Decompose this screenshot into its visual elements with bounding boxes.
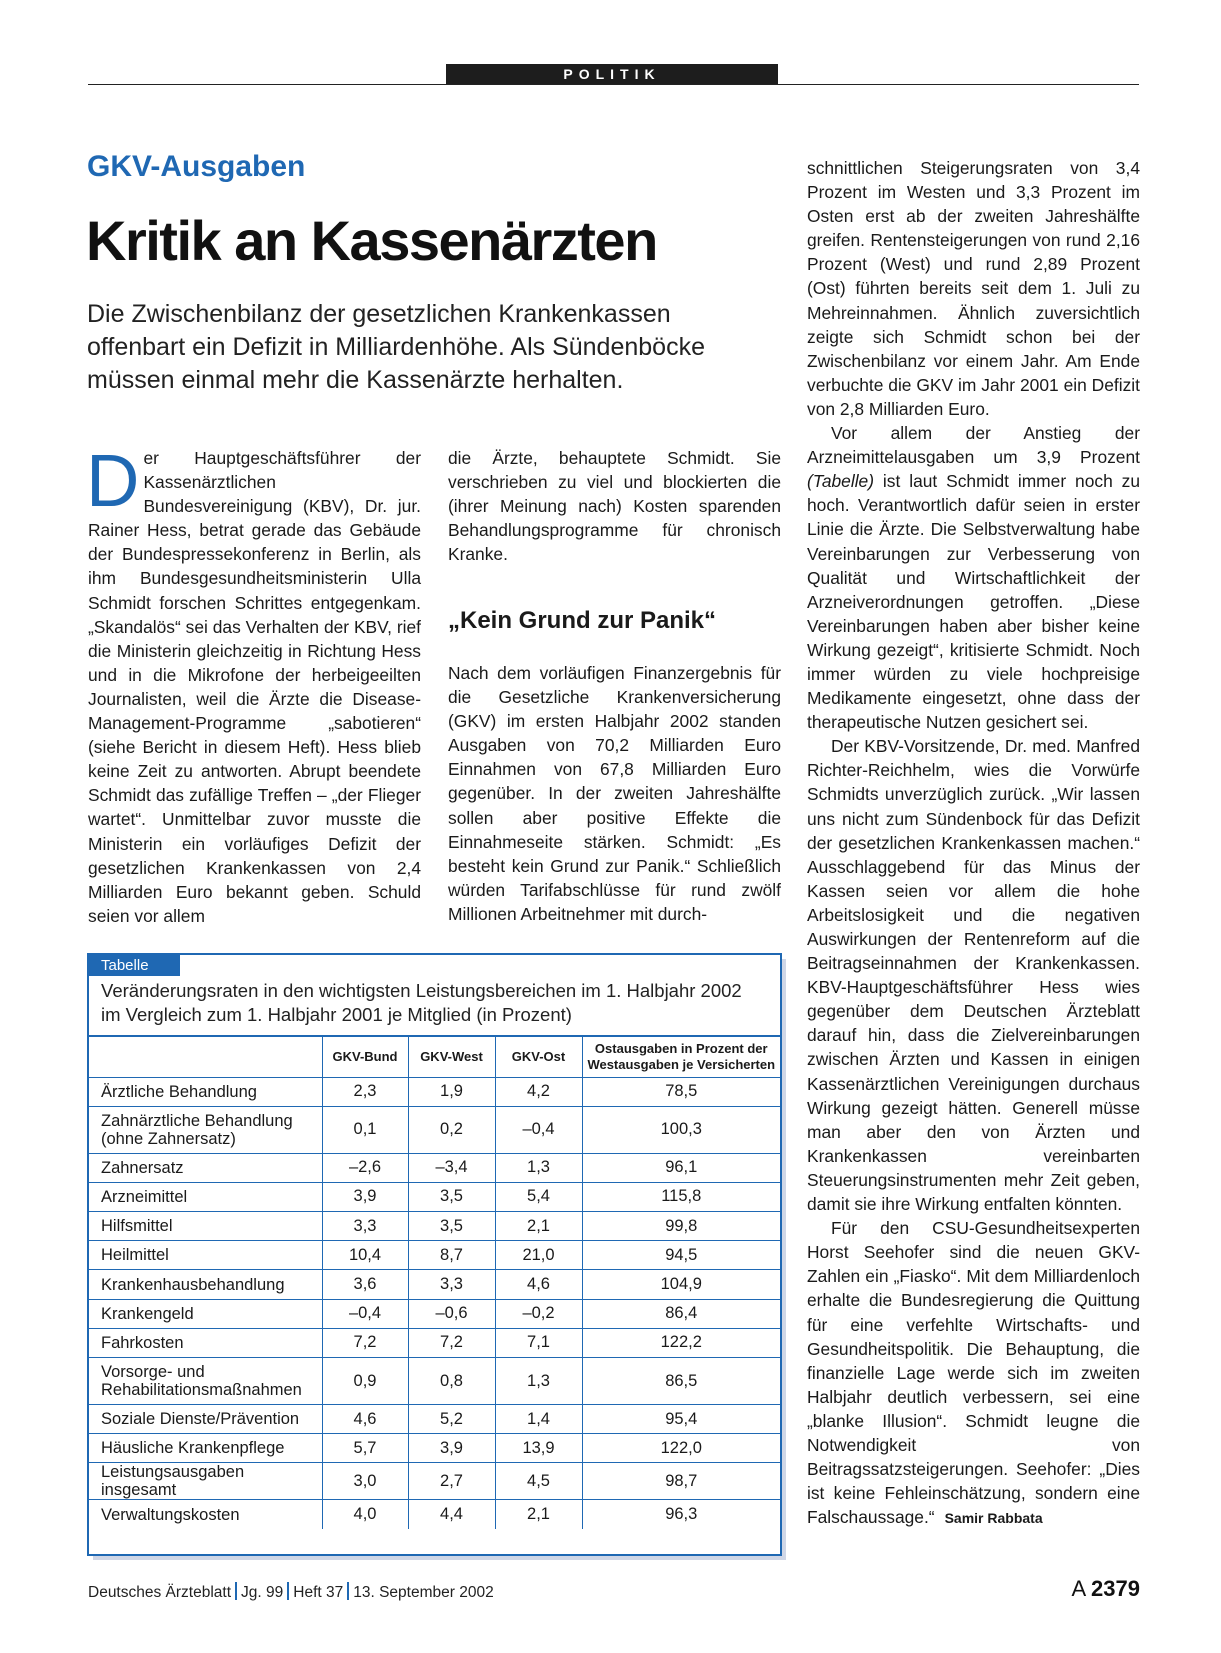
table-cell: 7,1 bbox=[495, 1328, 582, 1357]
body-column-3 bbox=[807, 156, 1140, 1530]
table-cell: 3,5 bbox=[408, 1182, 495, 1211]
table-cell: 8,7 bbox=[408, 1241, 495, 1270]
table-cell: 3,0 bbox=[322, 1463, 408, 1500]
table-cell: 122,0 bbox=[582, 1434, 780, 1463]
table-cell: –0,6 bbox=[408, 1299, 495, 1328]
table-cell: 2,1 bbox=[495, 1212, 582, 1241]
table-cell: 2,7 bbox=[408, 1463, 495, 1500]
table-cell: 2,1 bbox=[495, 1500, 582, 1529]
table-header: GKV-Ost bbox=[495, 1036, 582, 1077]
table-header: Ostausgaben in Prozent der Westausgaben je Versicherten bbox=[582, 1036, 780, 1077]
table-cell: –0,2 bbox=[495, 1299, 582, 1328]
body-column-2-top bbox=[448, 446, 781, 566]
table-cell: 4,5 bbox=[495, 1463, 582, 1500]
row-label: Verwaltungskosten bbox=[89, 1500, 322, 1529]
row-label: Soziale Dienste/Prävention bbox=[89, 1405, 322, 1434]
table-cell: 78,5 bbox=[582, 1077, 780, 1106]
table-cell: 0,8 bbox=[408, 1358, 495, 1405]
table-cell: 4,4 bbox=[408, 1500, 495, 1529]
table-cell: 4,2 bbox=[495, 1077, 582, 1106]
footer bbox=[88, 1582, 494, 1602]
row-label: Vorsorge- und Rehabilitationsmaßnahmen bbox=[89, 1358, 322, 1405]
table-cell: 86,4 bbox=[582, 1299, 780, 1328]
table-cell: 3,6 bbox=[322, 1270, 408, 1299]
table-cell: 4,0 bbox=[322, 1500, 408, 1529]
table-row bbox=[89, 1077, 780, 1106]
table-cell: 100,3 bbox=[582, 1106, 780, 1153]
table-row bbox=[89, 1212, 780, 1241]
row-label: Hilfsmittel bbox=[89, 1212, 322, 1241]
table-cell: 94,5 bbox=[582, 1241, 780, 1270]
table-row bbox=[89, 1434, 780, 1463]
table-tag: Tabelle bbox=[89, 955, 180, 976]
body-paragraph bbox=[807, 421, 1140, 734]
row-label: Krankengeld bbox=[89, 1299, 322, 1328]
table-cell: 5,4 bbox=[495, 1182, 582, 1211]
table-row bbox=[89, 1463, 780, 1500]
header-rule bbox=[88, 84, 1139, 85]
data-table bbox=[89, 1035, 780, 1529]
lead-paragraph: Die Zwischenbilanz der gesetzlichen Krankenkassen offenbart ein Defizit in Milliardenhöhe. Als Sündenböcke müssen einmal mehr die Kassenärzte herhalten. bbox=[87, 300, 705, 394]
table-cell: 21,0 bbox=[495, 1241, 582, 1270]
volume: Jg. 99 bbox=[241, 1584, 284, 1601]
table-cell: 3,3 bbox=[322, 1212, 408, 1241]
table-cell: 115,8 bbox=[582, 1182, 780, 1211]
table-cell: –0,4 bbox=[495, 1106, 582, 1153]
table-cell: 3,9 bbox=[322, 1182, 408, 1211]
table-cell: 1,3 bbox=[495, 1358, 582, 1405]
table-cell: 0,9 bbox=[322, 1358, 408, 1405]
row-label: Zahnärztliche Behandlung (ohne Zahnersatz) bbox=[89, 1106, 322, 1153]
table-cell: 7,2 bbox=[408, 1328, 495, 1357]
author-name: Samir Rabbata bbox=[944, 1510, 1043, 1527]
page-prefix: A bbox=[1071, 1576, 1085, 1601]
table-cell: –0,4 bbox=[322, 1299, 408, 1328]
table-caption: Veränderungsraten in den wichtigsten Leistungsbereichen im 1. Halbjahr 2002 im Vergleich zum 1. Halbjahr 2001 je Mitglied (in Prozent) bbox=[101, 980, 742, 1025]
table-cell: 0,1 bbox=[322, 1106, 408, 1153]
row-label: Heilmittel bbox=[89, 1241, 322, 1270]
table-row bbox=[89, 1358, 780, 1405]
table-header: GKV-Bund bbox=[322, 1036, 408, 1077]
body-column-2-bottom bbox=[448, 661, 781, 926]
journal-name: Deutsches Ärzteblatt bbox=[88, 1584, 232, 1601]
headline: Kritik an Kassenärzten bbox=[86, 209, 657, 272]
page-number-value: 2379 bbox=[1091, 1576, 1140, 1601]
table-cell: 5,2 bbox=[408, 1405, 495, 1434]
data-table-box bbox=[87, 953, 782, 1556]
table-cell: 99,8 bbox=[582, 1212, 780, 1241]
table-header-empty bbox=[89, 1036, 322, 1077]
table-cell: 3,9 bbox=[408, 1434, 495, 1463]
table-cell: 0,2 bbox=[408, 1106, 495, 1153]
table-row bbox=[89, 1241, 780, 1270]
body-paragraph: Nach dem vorläufigen Finanzergebnis für die Gesetzliche Krankenversicherung (GKV) im ersten Halbjahr 2002 standen Ausgaben von 70,2 Milliarden Euro Einnahmen von 67,8 Milliarden Euro gegenüber. In der zweiten Jahreshälfte sollen aber positive Effekte die Einnahmeseite stärken. Schmidt: „Es besteht kein Grund zur Panik.“ Schließlich würden Tarifabschlüsse für rund zwölf Millionen Arbeitnehmer mit durch- bbox=[448, 663, 781, 924]
body-text: Für den CSU-Gesundheitsexperten Horst Seehofer sind die neuen GKV-Zahlen ein „Fiasko“. Mit dem Milliardenloch erhalte die Bundesregierung die Quittung für eine verfehlte Wirtschafts- und Gesundheitspolitik. Die Behauptung, die finanzielle Lage werde sich im zweiten Halbjahr deutlich verbessern, sei eine „blanke Illusion“. Schmidt leugne die Notwendigkeit von Beitragssatzsteigerungen. Seehofer: „Dies ist keine Fehleinschätzung, sondern eine Falschaussage.“ bbox=[807, 1218, 1140, 1528]
table-cell: 13,9 bbox=[495, 1434, 582, 1463]
table-cell: 3,5 bbox=[408, 1212, 495, 1241]
row-label: Krankenhausbehandlung bbox=[89, 1270, 322, 1299]
section-label: POLITIK bbox=[446, 64, 778, 85]
body-paragraph bbox=[807, 1216, 1140, 1530]
table-cell: 2,3 bbox=[322, 1077, 408, 1106]
table-cell: 98,7 bbox=[582, 1463, 780, 1500]
issue: Heft 37 bbox=[293, 1584, 344, 1601]
table-cell: 10,4 bbox=[322, 1241, 408, 1270]
table-cell: 122,2 bbox=[582, 1328, 780, 1357]
table-cell: 1,9 bbox=[408, 1077, 495, 1106]
page-number bbox=[1071, 1576, 1140, 1602]
table-cell: 3,3 bbox=[408, 1270, 495, 1299]
row-label: Ärztliche Behandlung bbox=[89, 1077, 322, 1106]
table-cell: 7,2 bbox=[322, 1328, 408, 1357]
subheading: „Kein Grund zur Panik“ bbox=[448, 607, 717, 634]
row-label: Zahnersatz bbox=[89, 1153, 322, 1182]
table-cell: 96,1 bbox=[582, 1153, 780, 1182]
table-row bbox=[89, 1405, 780, 1434]
footer-separator bbox=[287, 1582, 289, 1600]
table-cell: 96,3 bbox=[582, 1500, 780, 1529]
footer-separator bbox=[347, 1582, 349, 1600]
row-label: Leistungsausgaben insgesamt bbox=[89, 1463, 322, 1500]
table-row bbox=[89, 1328, 780, 1357]
body-paragraph: schnittlichen Steigerungsraten von 3,4 Prozent im Westen und 3,3 Prozent im Osten erst ab der zweiten Jahreshälfte greifen. Rentensteigerungen von rund 2,16 Prozent (West) und rund 2,89 Prozent (Ost) führten bereits seit dem 1. Juli zu Mehreinnahmen. Ähnlich zuversichtlich zeigte sich Schmidt schon bei der Zwischenbilanz vor einem Jahr. Am Ende verbuchte die GKV im Jahr 2001 ein Defizit von 2,8 Milliarden Euro. bbox=[807, 158, 1140, 419]
drop-cap: D bbox=[86, 439, 140, 522]
table-row bbox=[89, 1299, 780, 1328]
kicker: GKV-Ausgaben bbox=[87, 150, 306, 183]
table-cell: 104,9 bbox=[582, 1270, 780, 1299]
table-header: GKV-West bbox=[408, 1036, 495, 1077]
body-paragraph: er Hauptgeschäftsführer der Kassenärztlichen Bundesvereinigung (KBV), Dr. jur. Rainer Hess, betrat gerade das Gebäude der Bundespressekonferenz in Berlin, als ihm Bundesgesundheitsministerin Ulla Schmidt forschen Schrittes entgegenkam. „Skandalös“ sei das Verhalten der KBV, rief die Ministerin gleichzeitig in Richtung Hess und in die Mikrofone der herbeigeeilten Journalisten, weil die Ärzte die Disease-Management-Programme „sabotieren“ (siehe Bericht in diesem Heft). Hess blieb keine Zeit zu antworten. Abrupt beendete Schmidt das zufällige Treffen – „der Flieger wartet“. Unmittelbar zuvor musste die Ministerin ein vorläufiges Defizit der gesetzlichen Krankenkassen von 2,4 Milliarden Euro bekannt geben. Schuld seien vor allem bbox=[88, 448, 421, 926]
footer-separator bbox=[235, 1582, 237, 1600]
table-reference: (Tabelle) bbox=[807, 471, 875, 492]
table-cell: 95,4 bbox=[582, 1405, 780, 1434]
table-row bbox=[89, 1500, 780, 1529]
body-column-1 bbox=[86, 439, 421, 928]
table-cell: 4,6 bbox=[322, 1405, 408, 1434]
body-paragraph: die Ärzte, behauptete Schmidt. Sie verschrieben zu viel und blockierten die (ihrer Meinung nach) Kosten sparenden Behandlungsprogramme für chronisch Kranke. bbox=[448, 448, 781, 565]
table-cell: –2,6 bbox=[322, 1153, 408, 1182]
table-cell: –3,4 bbox=[408, 1153, 495, 1182]
issue-date: 13. September 2002 bbox=[353, 1584, 494, 1601]
table-cell: 4,6 bbox=[495, 1270, 582, 1299]
body-text: Vor allem der Anstieg der Arzneimittelausgaben um 3,9 Prozent bbox=[807, 423, 1140, 468]
table-row bbox=[89, 1153, 780, 1182]
row-label: Fahrkosten bbox=[89, 1328, 322, 1357]
table-cell: 1,3 bbox=[495, 1153, 582, 1182]
table-row bbox=[89, 1106, 780, 1153]
table-cell: 1,4 bbox=[495, 1405, 582, 1434]
row-label: Arzneimittel bbox=[89, 1182, 322, 1211]
body-text: ist laut Schmidt immer noch zu hoch. Verantwortlich dafür seien in erster Linie die Ärzte. Die Selbstverwaltung habe Vereinbarungen zur Verbesserung von Qualität und Wirtschaftlichkeit der Arzneiverordnungen getroffen. „Diese Vereinbarungen haben aber bisher keine Wirkung gezeigt“, kritisierte Schmidt. Noch immer würden zu viele hochpreisige Medikamente eingesetzt, ohne dass der therapeutische Nutzen gesichert sei. bbox=[807, 471, 1140, 733]
table-row bbox=[89, 1270, 780, 1299]
table-row bbox=[89, 1182, 780, 1211]
row-label: Häusliche Krankenpflege bbox=[89, 1434, 322, 1463]
table-cell: 86,5 bbox=[582, 1358, 780, 1405]
table-cell: 5,7 bbox=[322, 1434, 408, 1463]
body-paragraph: Der KBV-Vorsitzende, Dr. med. Manfred Richter-Reichhelm, wies die Vorwürfe Schmidts unverzüglich zurück. „Wir lassen uns nicht zum Sündenbock für das Defizit der gesetzlichen Krankenkassen machen.“ Ausschlaggebend für das Minus der Kassen seien vor allem die hohe Arbeitslosigkeit und die negativen Auswirkungen der Rentenreform auf die Beitragseinnahmen der Krankenkassen. KBV-Hauptgeschäftsführer Hess wies gegenüber dem Deutschen Ärzteblatt darauf hin, dass die Zielvereinbarungen zwischen Ärzten und Kassen in einigen Kassenärztlichen Vereinigungen durchaus Wirkung gezeigt hätten. Generell müsse man aber den von Ärzten und Krankenkassen vereinbarten Steuerungsinstrumenten mehr Zeit geben, damit sie ihre Wirkung entfalten könnten. bbox=[807, 736, 1140, 1215]
